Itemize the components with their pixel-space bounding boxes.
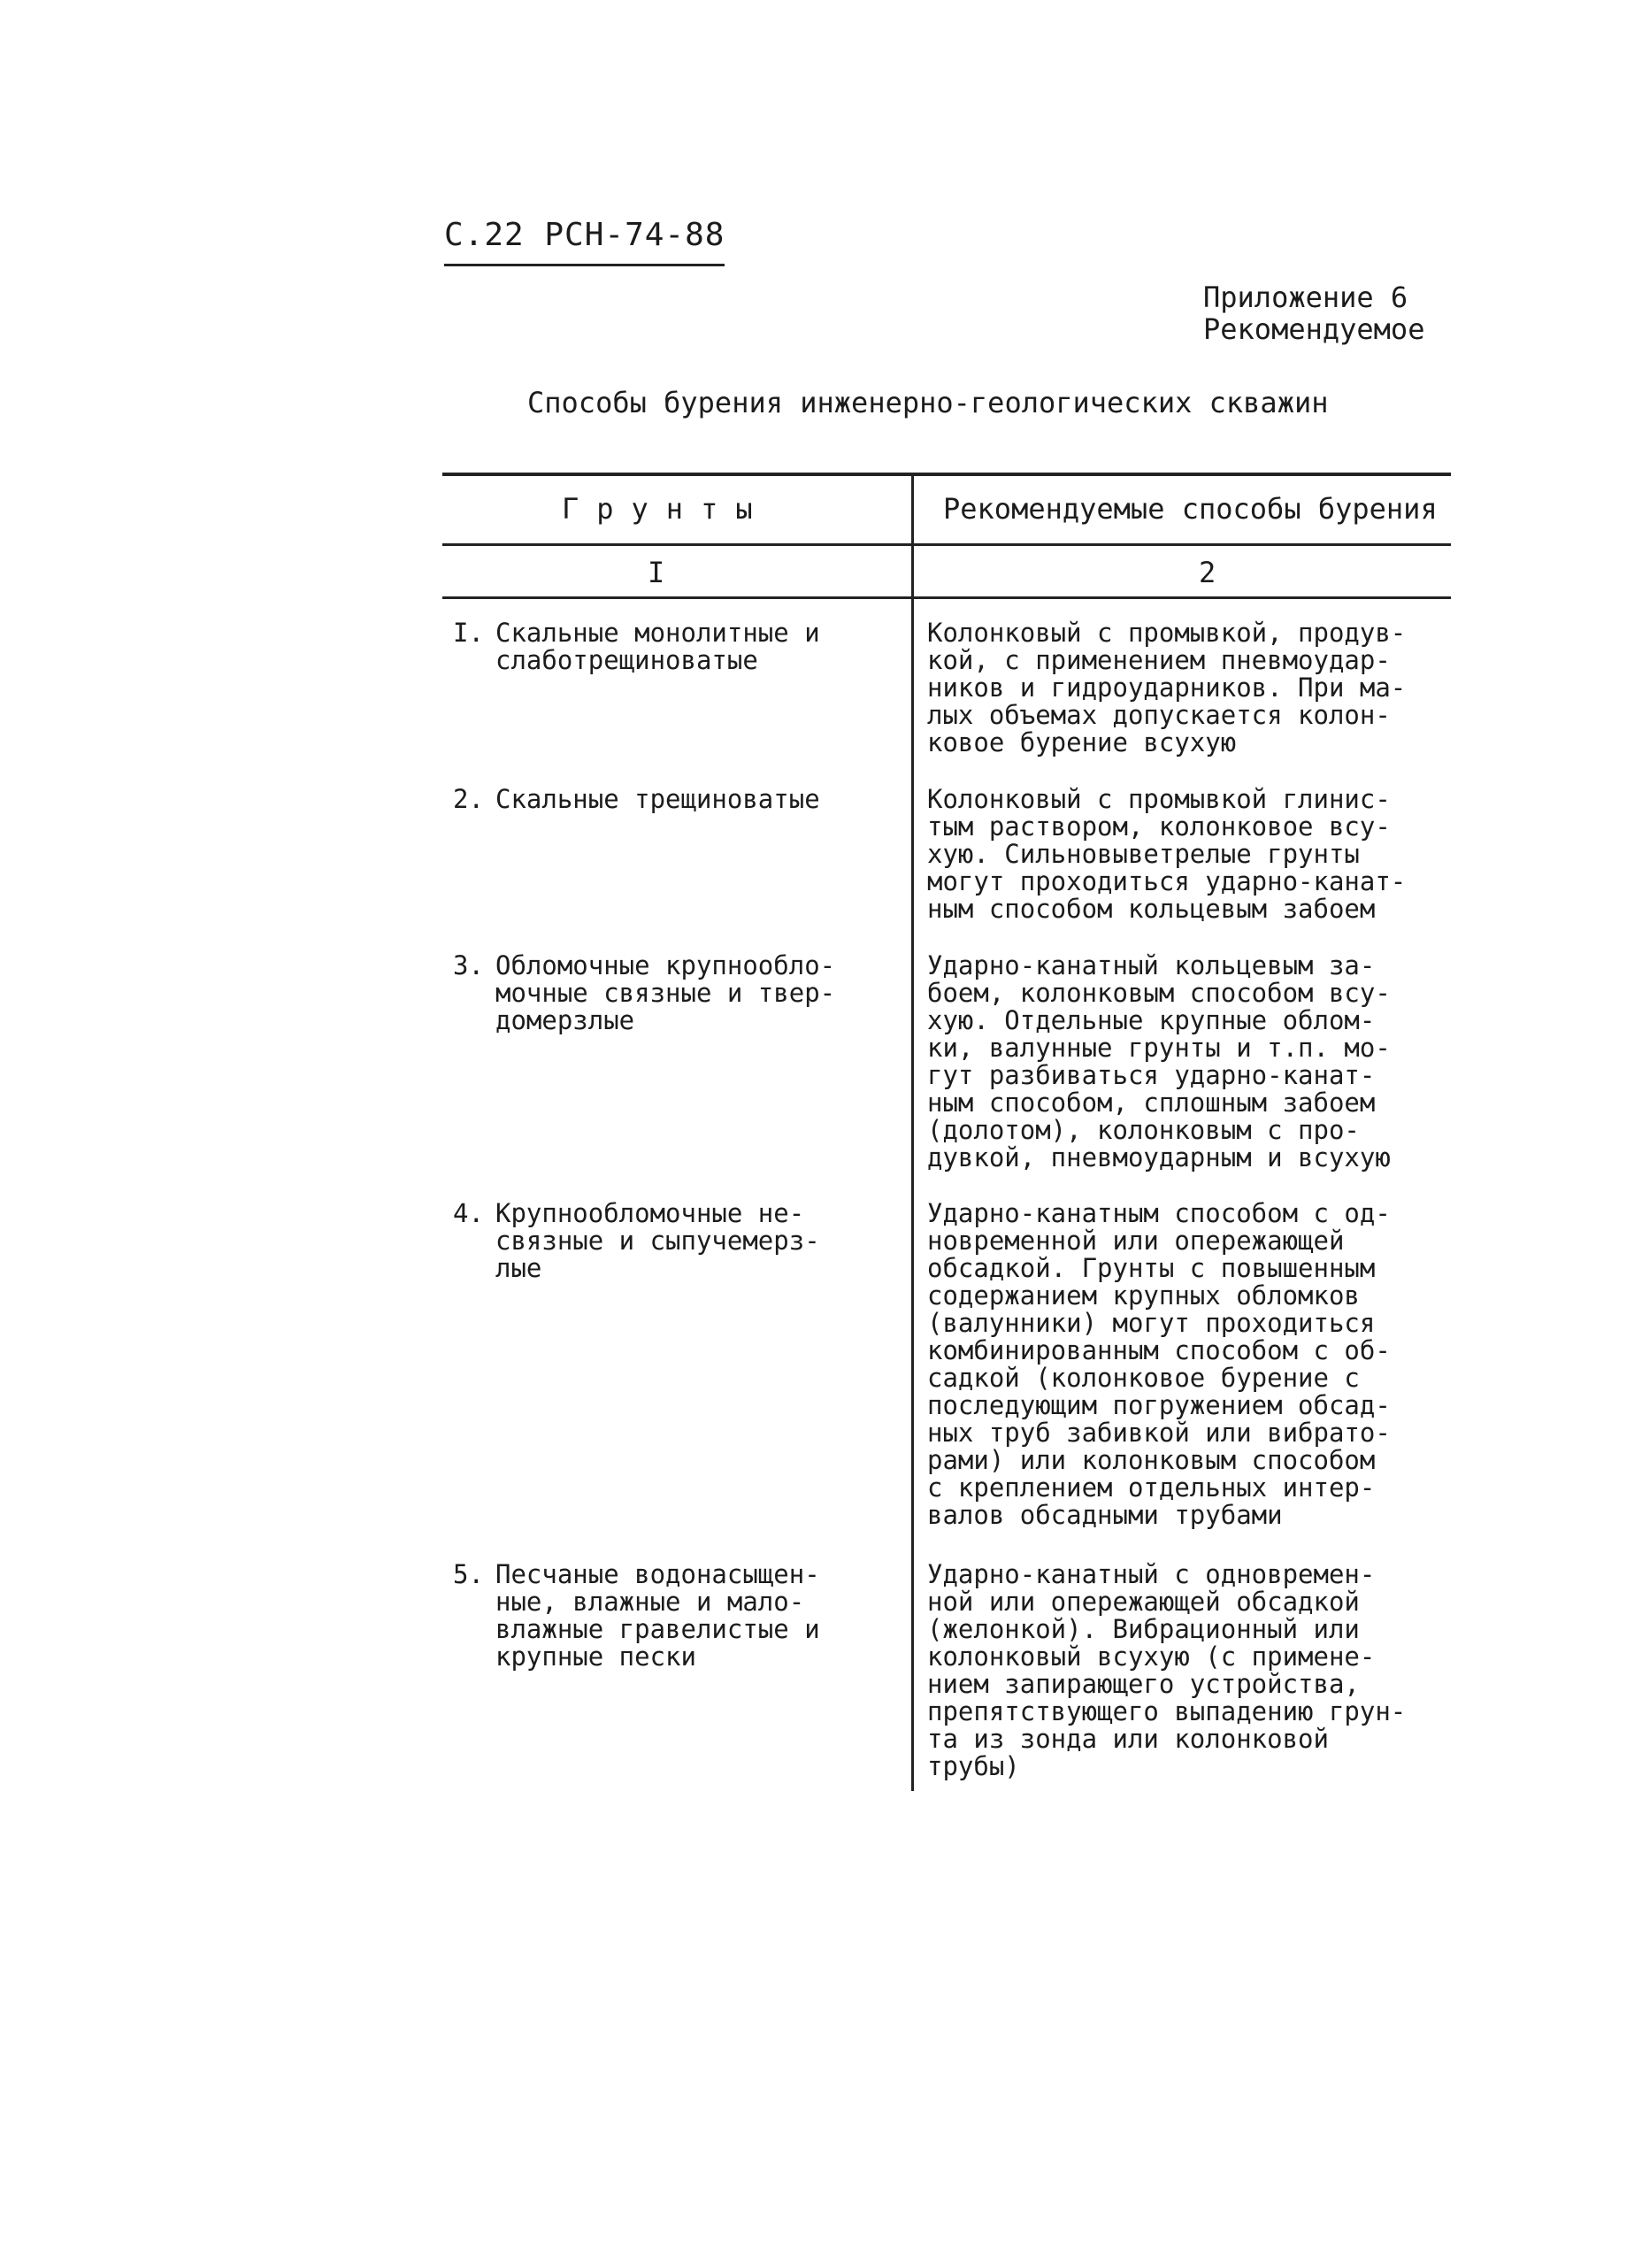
row-number: I. bbox=[453, 618, 484, 648]
column-number-2: 2 bbox=[1199, 556, 1216, 589]
soil-cell bbox=[453, 786, 895, 813]
row-number: 4. bbox=[453, 1198, 484, 1228]
row-number: 5. bbox=[453, 1559, 484, 1589]
soil-name: Крупнообломочные не- связные и сыпучемерз- лые bbox=[495, 1198, 820, 1283]
soil-name: Обломочные крупнообло- мочные связные и твер- домерзлые bbox=[495, 950, 836, 1035]
soil-cell bbox=[453, 1561, 895, 1671]
row-number: 3. bbox=[453, 950, 484, 980]
page-code: С.22 РСН-74-88 bbox=[444, 217, 725, 266]
soil-cell bbox=[453, 952, 895, 1034]
soil-cell bbox=[453, 619, 895, 674]
appendix-label bbox=[1203, 281, 1424, 345]
soil-name: Скальные монолитные и слаботрещиноватые bbox=[495, 618, 820, 675]
soil-cell bbox=[453, 1200, 895, 1282]
method-cell: Колонковый с промывкой, продув- кой, с применением пневмоудар- ников и гидроударников. При ма- лых объемах допускается колон- ковое бурение всухую bbox=[927, 618, 1407, 757]
column-number-1: I bbox=[648, 556, 665, 589]
soil-name: Скальные трещиноватые bbox=[495, 784, 820, 814]
table-top-rule bbox=[442, 473, 1451, 476]
column-header-methods: Рекомендуемые способы бурения bbox=[943, 492, 1438, 526]
document-title: Способы бурения инженерно-геологических скважин bbox=[527, 386, 1329, 419]
soil-name: Песчаные водонасыщен- ные, влажные и мало- влажные гравелистые и крупные пески bbox=[495, 1559, 820, 1672]
method-cell: Колонковый с промывкой глинис- тым раствором, колонковое всу- хую. Сильновыветрелые грунты могут проходиться ударно-канат- ным способом кольцевым забоем bbox=[927, 784, 1407, 924]
table-header-rule bbox=[442, 543, 1451, 546]
appendix-number: Приложение 6 bbox=[1203, 281, 1408, 314]
row-number: 2. bbox=[453, 784, 484, 814]
table-numbering-rule bbox=[442, 596, 1451, 599]
method-cell: Ударно-канатный с одновремен- ной или опережающей обсадкой (желонкой). Вибрационный или колонковый всухую (с примене- нием запирающего устройства, препятствующего выпадению грун- та из зонда или колонковой трубы) bbox=[927, 1559, 1407, 1781]
drilling-methods-table bbox=[442, 473, 1451, 1800]
method-cell: Ударно-канатный кольцевым за- боем, колонковым способом всу- хую. Отдельные крупные облом- ки, валунные грунты и т.п. мо- гут разбиваться ударно-канат- ным способом, сплошным забоем (долотом), колонковым с про- дувкой, пневмоударным и всухую bbox=[927, 950, 1391, 1172]
table-column-divider bbox=[911, 473, 914, 1791]
appendix-status: Рекомендуемое bbox=[1203, 312, 1425, 346]
method-cell: Ударно-канатным способом с од- новременной или опережающей обсадкой. Грунты с повышенным содержанием крупных обломков (валунники) могут проходиться комбинированным способом с об- садкой (колонковое бурение с последующим погружением обсад- ных труб забивкой или вибрато- рами) или колонковым способом с креплением отдельных интер- валов обсадными трубами bbox=[927, 1198, 1391, 1530]
column-header-soils: Грунты bbox=[562, 492, 771, 526]
